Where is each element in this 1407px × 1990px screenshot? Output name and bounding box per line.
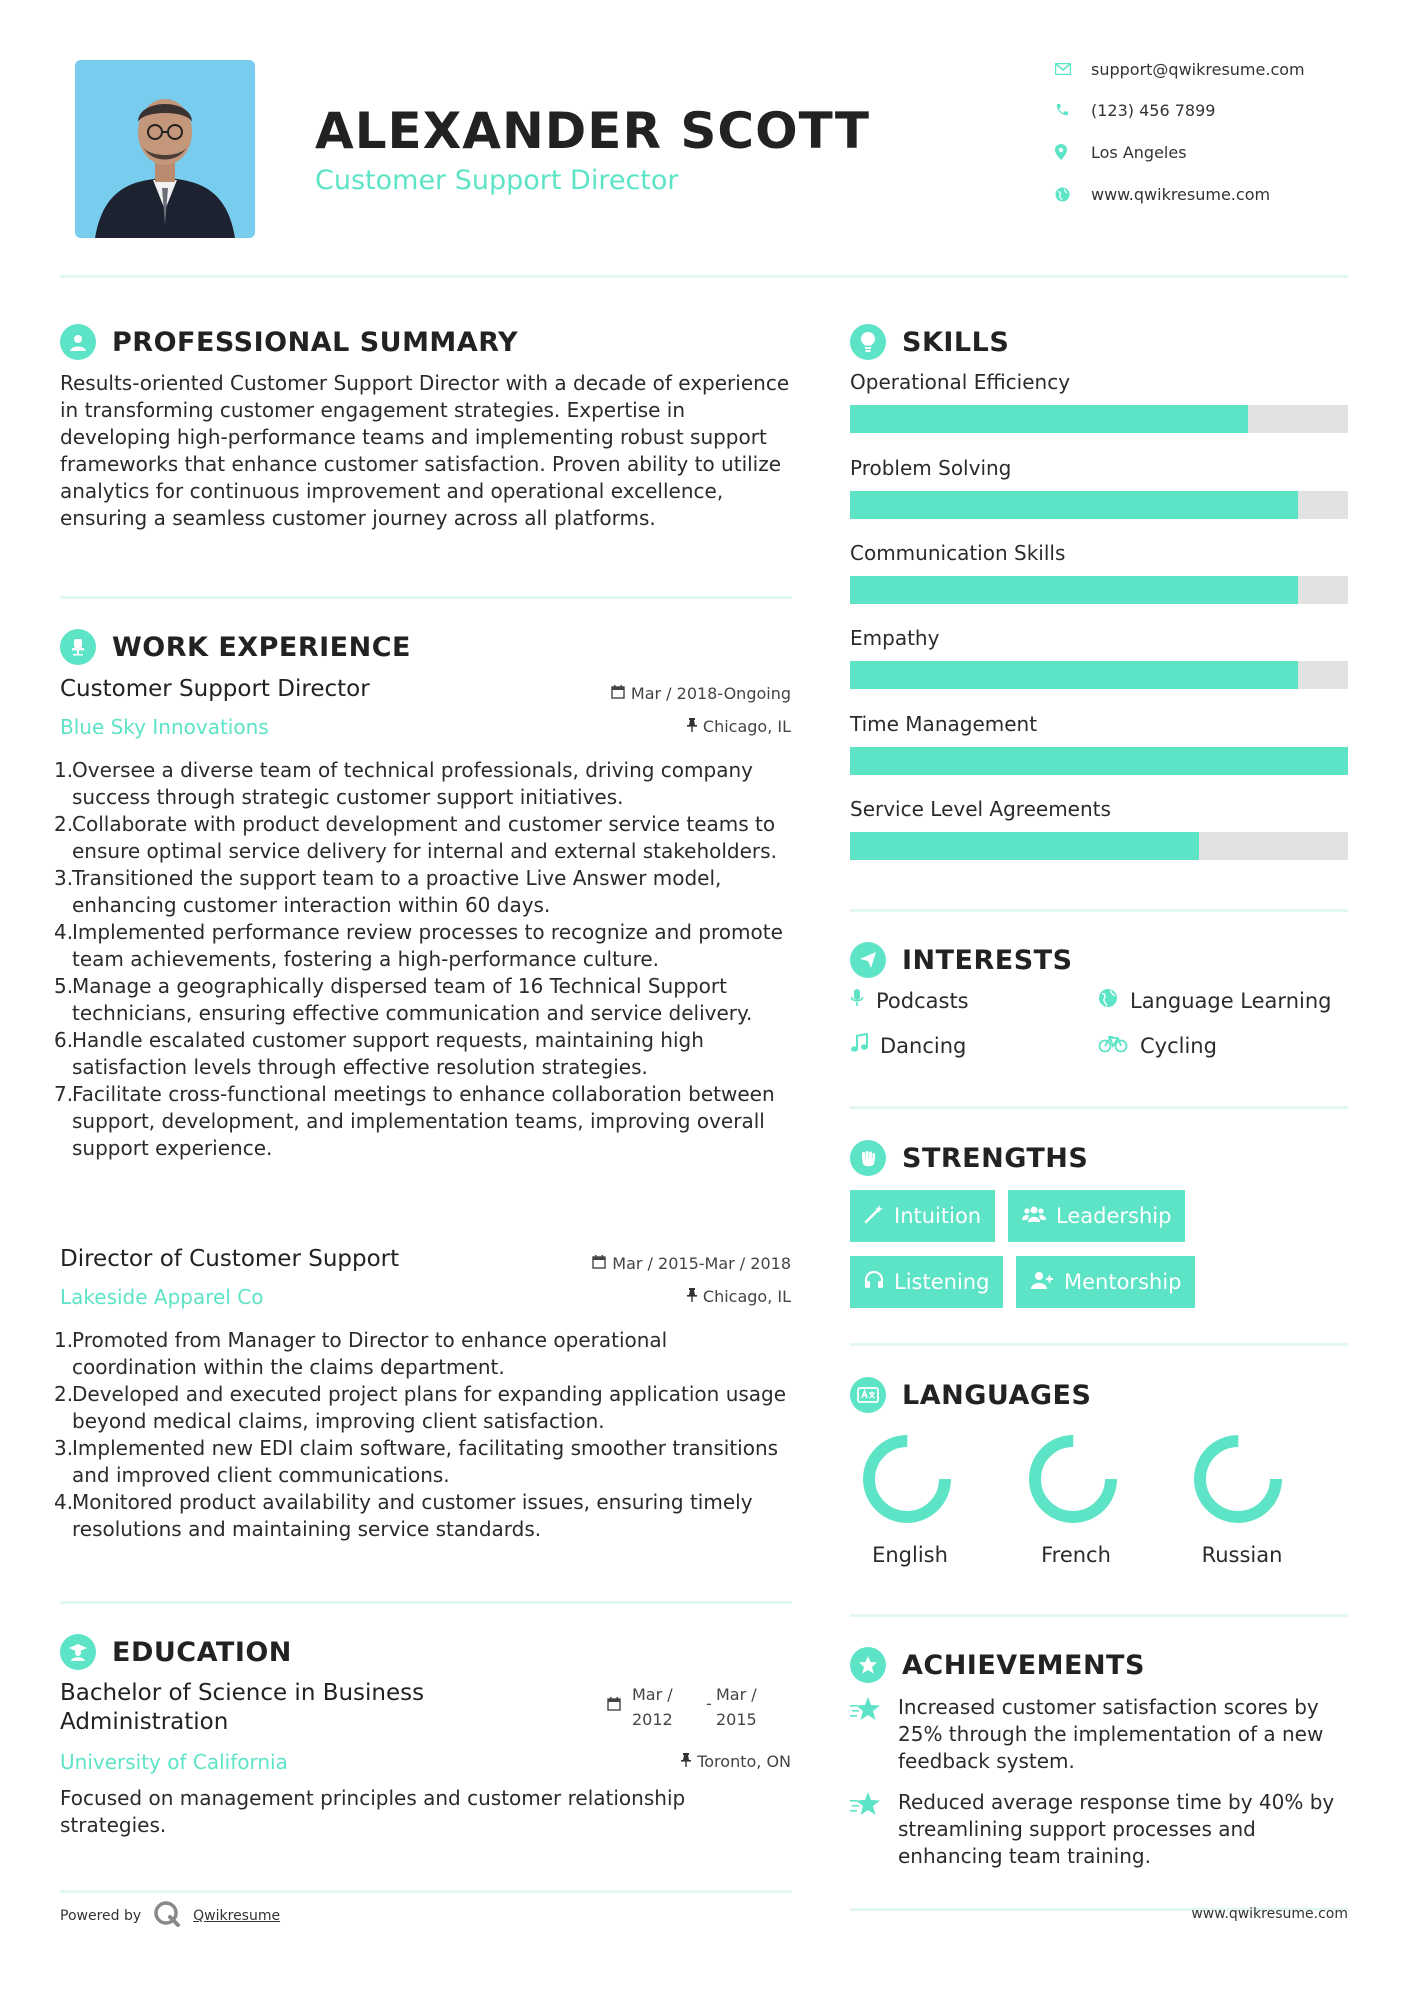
languages-title: LANGUAGES: [902, 1379, 1092, 1411]
skills-divider: [850, 909, 1348, 912]
list-item-text: Implemented new EDI claim software, facilitating smoother transitions and improved client communications.: [72, 1436, 779, 1487]
pushpin-icon: [687, 717, 697, 736]
edu-location: [681, 1752, 791, 1771]
summary-divider: [60, 596, 792, 599]
calendar-icon: [592, 1254, 606, 1273]
candidate-role: Customer Support Director: [315, 165, 679, 196]
language-ring: [1191, 1432, 1285, 1526]
language-ring: [860, 1432, 954, 1526]
skills-heading: [850, 322, 1009, 362]
headphones-icon: [864, 1270, 884, 1295]
achievement-text: Increased customer satisfaction scores by 25% through the implementation of a new feedback system.: [898, 1695, 1324, 1773]
list-item-text: Promoted from Manager to Director to enhance operational coordination within the claims department.: [72, 1328, 668, 1379]
skill-bar-track: [850, 491, 1348, 519]
strength-label: Listening: [894, 1270, 990, 1294]
summary-text: Results-oriented Customer Support Director with a decade of experience in transforming customer engagement strategies. Expertise in developing high-performance teams and implementing robust support frameworks that enhance customer satisfaction. Proven ability to utilize analytics for continuous improvement and operational excellence, ensuring a seamless customer journey across all platforms.: [60, 371, 790, 530]
contact-phone-text: (123) 456 7899: [1091, 100, 1216, 120]
interest-item: [1098, 988, 1331, 1013]
skill-bar-track: [850, 576, 1348, 604]
chair-icon: [60, 629, 96, 665]
calendar-icon: [607, 1696, 621, 1715]
edu-end-year: 2015: [716, 1710, 757, 1729]
job-dates-text: Mar / 2018-Ongoing: [630, 684, 791, 703]
list-item-text: Developed and executed project plans for expanding application usage beyond medical claims, improving client satisfaction.: [72, 1382, 787, 1433]
list-item-text: Implemented performance review processes to recognize and promote team achievements, fostering a high-performance culture.: [72, 920, 783, 971]
education-divider: [60, 1890, 792, 1893]
strengths-divider: [850, 1343, 1348, 1346]
degree-line-1: Bachelor of Science in Business: [60, 1680, 425, 1706]
user-plus-icon: [1030, 1270, 1054, 1295]
phone-icon: [1055, 103, 1091, 117]
globe-icon: [1055, 187, 1091, 202]
list-item: 7. Facilitate cross-functional meetings to enhance collaboration between support, development, and implementation teams, improving overall support experience.: [54, 1082, 775, 1160]
experience-heading: [60, 627, 411, 667]
edu-start-year: 2012: [632, 1710, 673, 1729]
powered-by-label: Powered by: [60, 1908, 142, 1924]
job-title: Director of Customer Support: [60, 1246, 400, 1272]
interests-title: INTERESTS: [902, 944, 1073, 976]
user-icon: [60, 324, 96, 360]
candidate-name: ALEXANDER SCOTT: [315, 102, 870, 160]
map-pin-icon: [1055, 144, 1091, 160]
skills-title: SKILLS: [902, 326, 1010, 358]
language-label: English: [872, 1543, 948, 1567]
education-heading: [60, 1632, 292, 1672]
list-item-text: Facilitate cross-functional meetings to enhance collaboration between support, development, and implementation teams, improving overall support experience.: [72, 1082, 775, 1160]
job-dates: [592, 1254, 791, 1273]
star-icon: [850, 1789, 884, 1870]
calendar-icon: [611, 684, 625, 703]
interest-label: Dancing: [880, 1033, 967, 1058]
contact-phone[interactable]: [1055, 98, 1355, 122]
strength-label: Mentorship: [1064, 1270, 1182, 1294]
interest-label: Cycling: [1140, 1033, 1217, 1058]
list-item-text: Handle escalated customer support requests, maintaining high satisfaction levels through effective resolution strategies.: [72, 1028, 704, 1079]
achievement-text: Reduced average response time by 40% by streamlining support processes and enhancing team training.: [898, 1790, 1335, 1868]
list-item: 2. Collaborate with product development and customer service teams to ensure optimal service delivery for internal and external stakeholders.: [54, 812, 777, 863]
list-item-text: Transitioned the support team to a proactive Live Answer model, enhancing customer interaction within 60 days.: [72, 866, 722, 917]
skill-bar-fill: [850, 405, 1248, 433]
skill-item: [850, 626, 1348, 689]
list-item: 5. Manage a geographically dispersed team of 16 Technical Support technicians, ensuring effective communication and service delivery.: [54, 974, 753, 1025]
interest-label: Podcasts: [876, 988, 969, 1013]
skill-bar-track: [850, 661, 1348, 689]
skill-item: [850, 797, 1348, 860]
contact-website[interactable]: [1055, 182, 1355, 206]
job-responsibilities: [54, 1327, 798, 1543]
list-item-text: Monitored product availability and customer issues, ensuring timely resolutions and maintaining service standards.: [72, 1490, 753, 1541]
footer-website[interactable]: www.qwikresume.com: [1191, 1906, 1348, 1922]
education-description: Focused on management principles and customer relationship strategies.: [60, 1786, 686, 1837]
strengths-title: STRENGTHS: [902, 1142, 1089, 1174]
languages-heading: [850, 1375, 1091, 1415]
pushpin-icon: [687, 1287, 697, 1306]
envelope-icon: [1055, 63, 1091, 75]
summary-heading: [60, 322, 518, 362]
interest-label: Language Learning: [1130, 988, 1332, 1013]
list-item: 6. Handle escalated customer support requests, maintaining high satisfaction levels through effective resolution strategies.: [54, 1028, 704, 1079]
pushpin-icon: [681, 1752, 691, 1771]
skill-label: Time Management: [850, 712, 1038, 736]
achievements-heading: [850, 1645, 1145, 1685]
skill-item: [850, 712, 1348, 775]
microphone-icon: [850, 988, 864, 1013]
powered-by: [60, 1900, 280, 1932]
list-item: 1. Oversee a diverse team of technical professionals, driving company success through strategic customer support initiatives.: [54, 758, 753, 809]
summary-title: PROFESSIONAL SUMMARY: [112, 326, 519, 358]
contact-location: [1055, 140, 1355, 164]
job-dates-text: Mar / 2015-Mar / 2018: [612, 1254, 791, 1273]
list-item: 4. Implemented performance review processes to recognize and promote team achievements, fostering a high-performance culture.: [54, 920, 783, 971]
strength-label: Intuition: [894, 1204, 982, 1228]
skill-item: [850, 456, 1348, 519]
language-ring-svg: [1191, 1432, 1285, 1526]
achievement-item: [850, 1694, 1350, 1775]
skill-label: Communication Skills: [850, 541, 1066, 565]
language-ring-svg: [1026, 1432, 1120, 1526]
school-name: University of California: [60, 1750, 288, 1774]
language-label: Russian: [1201, 1543, 1283, 1567]
skill-label: Operational Efficiency: [850, 370, 1071, 394]
experience-divider: [60, 1601, 792, 1604]
bicycle-icon: [1098, 1033, 1128, 1058]
interest-item: [1098, 1033, 1217, 1058]
skill-label: Problem Solving: [850, 456, 1012, 480]
star-icon: [850, 1694, 884, 1775]
language-ring-arc: [869, 1441, 945, 1517]
paper-plane-icon: [850, 942, 886, 978]
strength-chip: [850, 1256, 1003, 1308]
language-ring-svg: [860, 1432, 954, 1526]
strengths-heading: [850, 1138, 1088, 1178]
language-ring-arc: [1035, 1441, 1111, 1517]
list-item: 4. Monitored product availability and customer issues, ensuring timely resolutions and maintaining service standards.: [54, 1490, 753, 1541]
achievement-item: [850, 1789, 1350, 1870]
profile-photo-illustration: [75, 60, 255, 238]
profile-photo: [75, 60, 255, 238]
graduate-icon: [60, 1634, 96, 1670]
education-title: EDUCATION: [112, 1636, 292, 1668]
interest-item: [850, 1033, 966, 1058]
experience-title: WORK EXPERIENCE: [112, 631, 411, 663]
degree-line-2: Administration: [60, 1709, 229, 1735]
list-item-text: Oversee a diverse team of technical professionals, driving company success through strategic customer support initiatives.: [72, 758, 753, 809]
list-item: 1. Promoted from Manager to Director to enhance operational coordination within the claims department.: [54, 1328, 668, 1379]
fist-icon: [850, 1140, 886, 1176]
edu-location-text: Toronto, ON: [697, 1752, 791, 1771]
list-item: 3. Implemented new EDI claim software, facilitating smoother transitions and improved client communications.: [54, 1436, 779, 1487]
users-icon: [1022, 1204, 1046, 1229]
strength-chip: [850, 1190, 995, 1242]
skill-bar-fill: [850, 832, 1199, 860]
edu-end-month: Mar /: [716, 1685, 757, 1704]
edu-start-month: Mar /: [632, 1685, 673, 1704]
edu-date-dash: -: [706, 1694, 712, 1713]
strength-label: Leadership: [1056, 1204, 1172, 1228]
contact-website-text: www.qwikresume.com: [1091, 184, 1271, 204]
list-item: 3. Transitioned the support team to a proactive Live Answer model, enhancing customer interaction within 60 days.: [54, 866, 722, 917]
magic-wand-icon: [864, 1204, 884, 1229]
qwikresume-logo-icon: [153, 1900, 181, 1932]
job-responsibilities: [54, 757, 798, 1162]
job-location: [687, 1287, 791, 1306]
job-location: [687, 717, 791, 736]
language-ring-arc: [1200, 1441, 1276, 1517]
strength-chip: [1008, 1190, 1185, 1242]
skill-bar-fill: [850, 747, 1348, 775]
contact-email[interactable]: [1055, 57, 1355, 81]
brand-link[interactable]: Qwikresume: [193, 1908, 281, 1924]
skill-bar-fill: [850, 576, 1298, 604]
skill-bar-track: [850, 832, 1348, 860]
job-title: Customer Support Director: [60, 676, 370, 702]
job-location-text: Chicago, IL: [702, 717, 791, 736]
skill-item: [850, 370, 1348, 433]
language-ring: [1026, 1432, 1120, 1526]
globe-icon: [1098, 988, 1118, 1013]
list-item-text: Manage a geographically dispersed team of 16 Technical Support technicians, ensuring effective communication and service delivery.: [72, 974, 753, 1025]
languages-divider: [850, 1614, 1348, 1617]
interests-heading: [850, 940, 1073, 980]
job-location-text: Chicago, IL: [702, 1287, 791, 1306]
skill-bar-track: [850, 405, 1348, 433]
strength-chip: [1016, 1256, 1195, 1308]
skill-bar-fill: [850, 491, 1298, 519]
job-dates: [611, 684, 791, 703]
job-company: Blue Sky Innovations: [60, 715, 269, 739]
star-badge-icon: [850, 1647, 886, 1683]
interest-item: [850, 988, 969, 1013]
contact-location-text: Los Angeles: [1091, 142, 1187, 162]
skill-bar-fill: [850, 661, 1298, 689]
music-note-icon: [850, 1033, 868, 1058]
contact-email-text: support@qwikresume.com: [1091, 59, 1305, 79]
header-divider: [60, 275, 1348, 278]
language-label: French: [1041, 1543, 1111, 1567]
list-item: 2. Developed and executed project plans for expanding application usage beyond medical claims, improving client satisfaction.: [54, 1382, 787, 1433]
language-icon: [850, 1377, 886, 1413]
lightbulb-icon: [850, 324, 886, 360]
skill-bar-track: [850, 747, 1348, 775]
achievements-title: ACHIEVEMENTS: [902, 1649, 1145, 1681]
interests-divider: [850, 1106, 1348, 1109]
list-item-text: Collaborate with product development and customer service teams to ensure optimal service delivery for internal and external stakeholders.: [72, 812, 777, 863]
skill-item: [850, 541, 1348, 604]
job-company: Lakeside Apparel Co: [60, 1285, 264, 1309]
skill-label: Empathy: [850, 626, 940, 650]
skill-label: Service Level Agreements: [850, 797, 1111, 821]
